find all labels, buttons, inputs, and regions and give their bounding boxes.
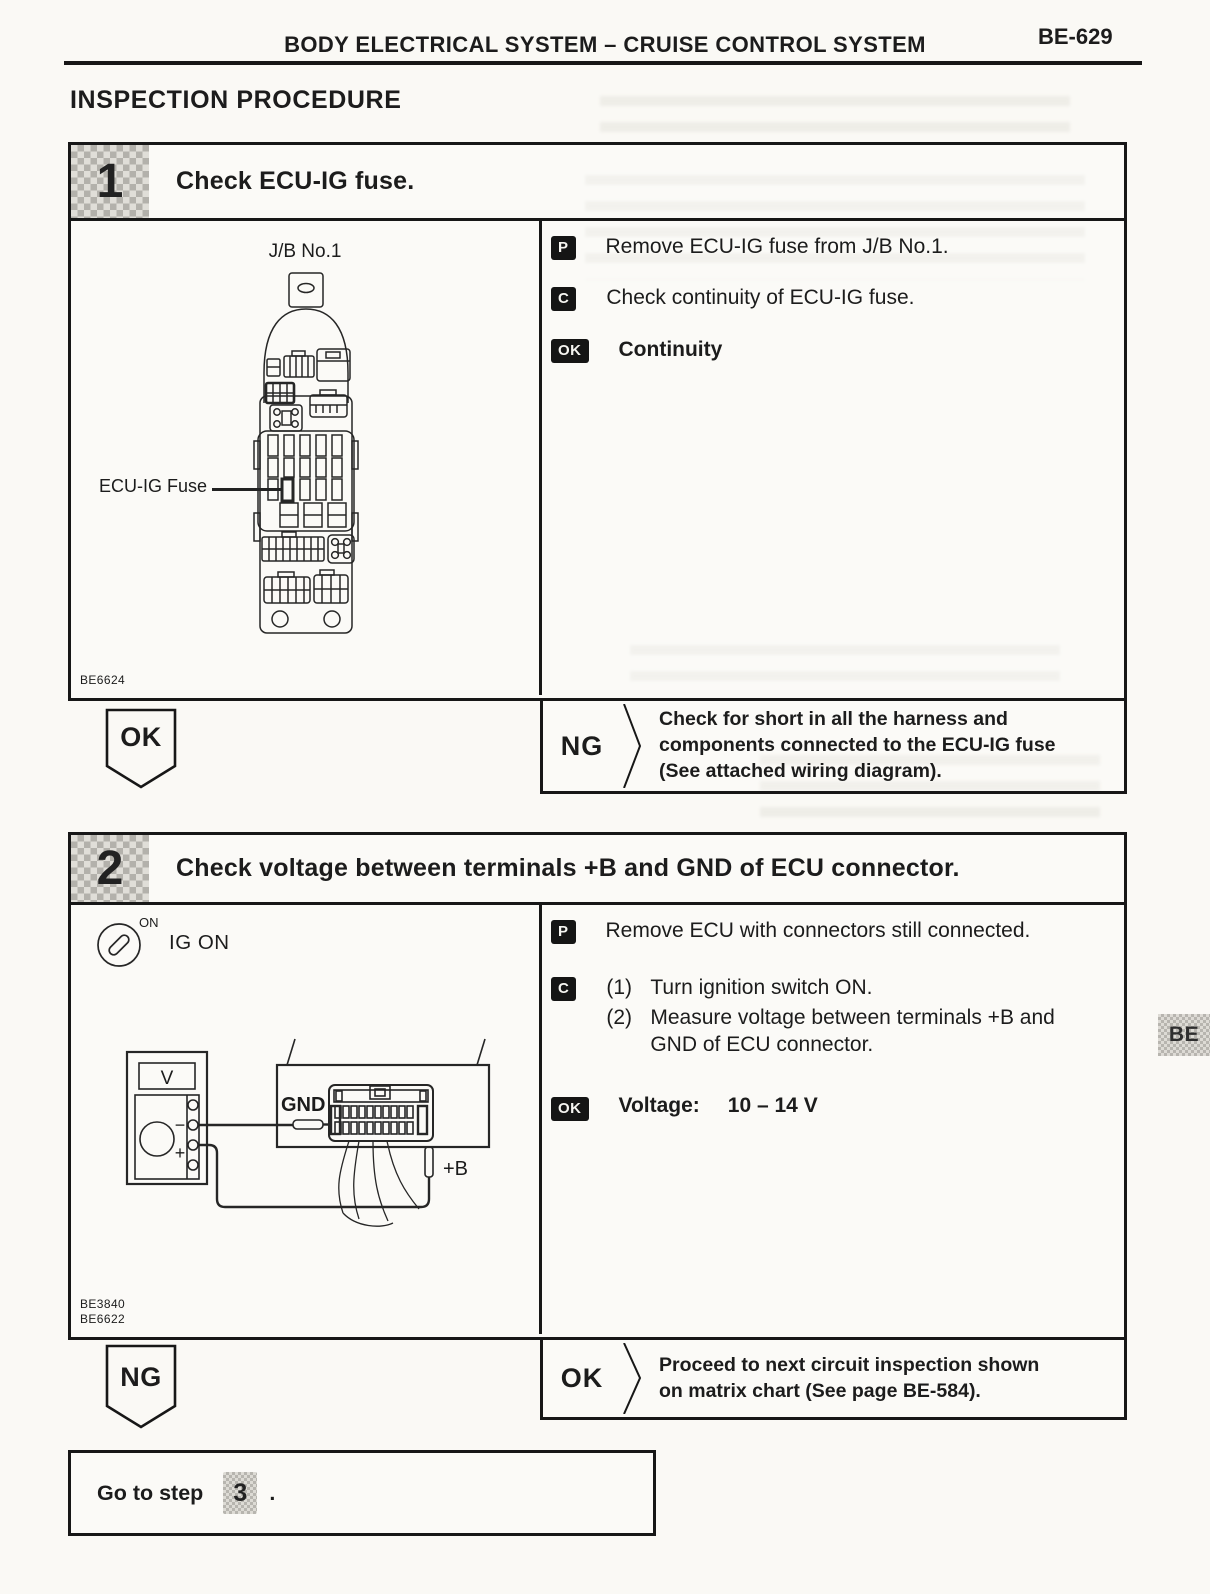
check-badge: C xyxy=(551,287,576,311)
svg-text:+B: +B xyxy=(443,1158,469,1180)
check-instruction xyxy=(551,284,1124,311)
ok-badge: OK xyxy=(551,339,589,363)
ok-arrow-label: OK xyxy=(120,722,162,752)
step-2-figure xyxy=(71,905,542,1334)
chevron-divider-icon xyxy=(621,704,643,788)
chevron-divider-icon xyxy=(621,1343,643,1414)
section-side-tab: BE xyxy=(1158,1014,1210,1056)
ecu-ig-fuse-callout: ECU-IG Fuse xyxy=(99,476,208,496)
prepare-badge: P xyxy=(551,236,576,260)
goto-text: Go to step xyxy=(97,1480,204,1505)
prepare-instruction xyxy=(551,917,1124,944)
figure-codes: BE3840 BE6622 xyxy=(80,1296,126,1327)
callout-leader-line xyxy=(212,488,282,491)
junction-block-label: J/B No.1 xyxy=(268,241,342,262)
step-1-header xyxy=(71,145,1124,221)
goto-period: . xyxy=(269,1480,276,1505)
page-number: BE-629 xyxy=(1038,24,1113,49)
svg-text:GND: GND xyxy=(281,1094,326,1116)
ng-result-label: NG xyxy=(560,730,604,761)
step-1-number-cell: 1 xyxy=(71,145,149,218)
svg-text:V: V xyxy=(160,1068,174,1089)
goto-step-box xyxy=(68,1450,656,1536)
step-1-figure xyxy=(71,221,542,695)
step-1-panel xyxy=(68,142,1127,701)
goto-step-number: 3 xyxy=(223,1472,257,1514)
step-2-header xyxy=(71,835,1124,905)
step-1-ok-arrow xyxy=(105,708,177,790)
check-step-2: (2) Measure voltage between terminals +B and GND of ECU connector. xyxy=(606,1005,1055,1056)
ok-result-label: OK xyxy=(560,1363,604,1393)
ecu-ig-fuse-highlight xyxy=(282,479,293,501)
check-badge: C xyxy=(551,977,576,1001)
check-text: Check continuity of ECU-IG fuse. xyxy=(606,286,915,310)
ignition-state-label: IG ON xyxy=(169,931,230,954)
voltmeter-ecu-diagram xyxy=(81,1027,541,1242)
step-1-instructions xyxy=(542,221,1124,695)
check-step-1: (1) Turn ignition switch ON. xyxy=(606,976,873,1000)
fusebox-diagram xyxy=(250,271,362,635)
step-1-title: Check ECU-IG fuse. xyxy=(176,167,415,195)
ok-badge: OK xyxy=(551,1097,589,1121)
scan-bleedthrough-artifact xyxy=(600,96,1070,134)
ng-result-text: Check for short in all the harness and components connected to the ECU-IG fuse (See attached wiring diagram). xyxy=(659,708,1056,782)
ok-criteria-text: Continuity xyxy=(618,337,723,361)
svg-text:+: + xyxy=(174,1143,186,1163)
prepare-text: Remove ECU with connectors still connected. xyxy=(605,919,1031,942)
header-title: BODY ELECTRICAL SYSTEM – CRUISE CONTROL SYSTEM xyxy=(284,32,926,57)
step-2-ok-result xyxy=(540,1337,1127,1420)
figure-code: BE6624 xyxy=(80,673,126,688)
prepare-badge: P xyxy=(551,920,576,944)
svg-text:−: − xyxy=(174,1115,186,1135)
ok-criteria-text xyxy=(619,1094,818,1118)
step-1-ng-result xyxy=(540,698,1127,794)
prepare-text: Remove ECU-IG fuse from J/B No.1. xyxy=(605,235,949,258)
ignition-key-icon xyxy=(93,911,163,973)
ok-criteria xyxy=(551,1094,1124,1121)
check-steps xyxy=(606,974,1070,1060)
step-2-panel xyxy=(68,832,1127,1340)
prepare-instruction xyxy=(551,233,1124,260)
ok-criteria xyxy=(551,336,1124,363)
section-title: INSPECTION PROCEDURE xyxy=(70,86,402,114)
b-terminal-highlight xyxy=(418,1106,427,1134)
step-2-instructions xyxy=(542,905,1124,1334)
ok-result-text: Proceed to next circuit inspection shown on matrix chart (See page BE-584). xyxy=(659,1353,1040,1402)
svg-text:ON: ON xyxy=(139,915,159,930)
voltage-label: Voltage: xyxy=(618,1094,700,1118)
step-2-ng-arrow xyxy=(105,1344,177,1430)
header-rule xyxy=(64,61,1142,65)
check-instruction xyxy=(551,974,1124,1060)
voltage-value: 10 – 14 V xyxy=(727,1094,818,1118)
step-2-number-cell: 2 xyxy=(71,835,149,902)
step-2-title: Check voltage between terminals +B and GND of ECU connector. xyxy=(176,854,960,882)
ng-arrow-label: NG xyxy=(120,1362,162,1392)
